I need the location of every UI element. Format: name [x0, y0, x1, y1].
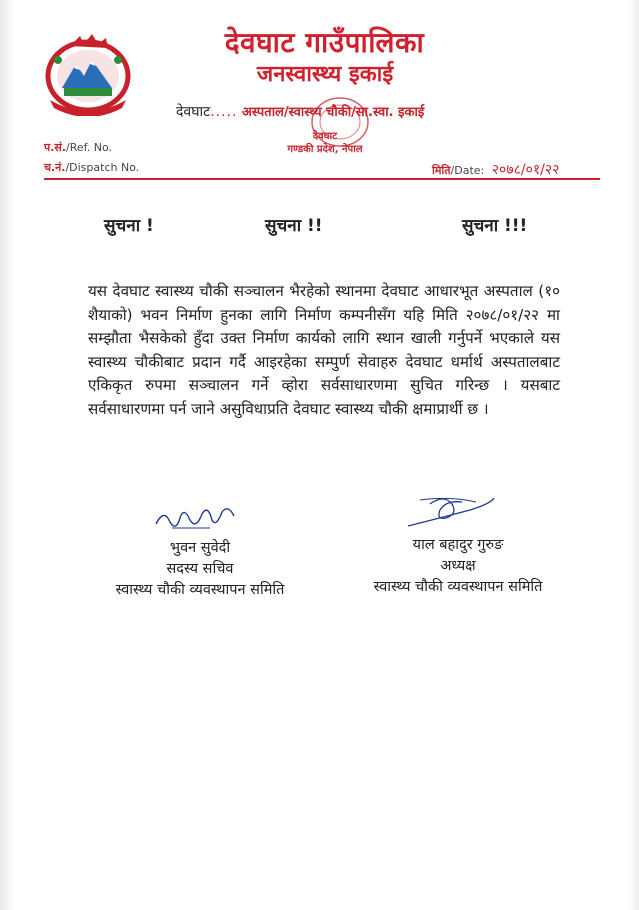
signatory-left [80, 538, 320, 601]
signatory-left-committee: स्वास्थ्य चौकी व्यवस्थापन समिति [115, 582, 285, 598]
signatory-left-title: सदस्य सचिव [166, 561, 234, 577]
seal-line-1: देवघाट [312, 131, 338, 142]
place-name: देवघाट [176, 104, 211, 120]
municipality-title: देवघाट गाउँपालिका [224, 26, 425, 59]
date-value: २०७८/०१/२२ [491, 162, 560, 178]
date-field [432, 160, 559, 179]
signatory-left-name: भुवन सुवेदी [169, 540, 231, 556]
ref-label-en: /Ref. No. [66, 141, 112, 154]
ref-no-label [44, 140, 112, 155]
unit-title: जनस्वास्थ्य इकाई [256, 62, 394, 87]
date-label-en: /Date: [450, 164, 485, 177]
notice-heading-3: सुचना !!! [462, 216, 528, 236]
ref-label-np: प.सं. [44, 141, 67, 154]
dispatch-no-label [44, 160, 139, 175]
notice-heading-2: सुचना !! [265, 216, 323, 236]
dispatch-label-en: /Dispatch No. [65, 161, 140, 174]
signatory-right [338, 535, 578, 598]
date-label-np: मिति [432, 164, 451, 177]
header-divider [44, 178, 600, 180]
signatory-right-title: अध्यक्ष [440, 558, 476, 574]
seal-text [280, 130, 370, 156]
seal-line-2: गण्डकी प्रदेश, नेपाल [287, 144, 363, 155]
signatory-right-name: याल बहादुर गुरुङ [412, 537, 504, 553]
signature-left-icon [150, 498, 250, 538]
health-unit-name: अस्पताल/स्वास्थ्य चौकी/सा.स्वा. इकाई [241, 105, 425, 120]
signatory-right-committee: स्वास्थ्य चौकी व्यवस्थापन समिति [373, 579, 543, 595]
notice-body: यस देवघाट स्वास्थ्य चौकी सञ्चालन भैरहेको स्थानमा देवघाट आधारभूत अस्पताल (१० शैयाको) भवन निर्माण हुनका लागि निर्माण कम्पनीसँग यहि मिति २०७८/०१/२२ मा सम्झौता भैसकेको हुँदा उक्त निर्माण कार्यको लागि स्थान खाली गर्नुपर्ने भएकाले यस स्वास्थ्य चौकीबाट प्रदान गर्दै आइरहेका सम्पुर्ण सेवाहरु देवघाट धर्मार्थ अस्पतालबाट एकिकृत रुपमा सञ्चालन गर्ने व्होरा सर्वसाधारणमा सुचित गरिन्छ । यसबाट सर्वसाधारणमा पर्न जाने असुविधाप्रति देवघाट स्वास्थ्य चौकी क्षमाप्रार्थी छ । [88, 282, 560, 418]
signature-right-icon [400, 490, 500, 534]
dispatch-label-np: च.नं. [44, 161, 66, 174]
place-dots: ..... [210, 104, 238, 120]
notice-heading-1: सुचना ! [104, 216, 154, 236]
nepal-emblem-icon [40, 30, 136, 116]
